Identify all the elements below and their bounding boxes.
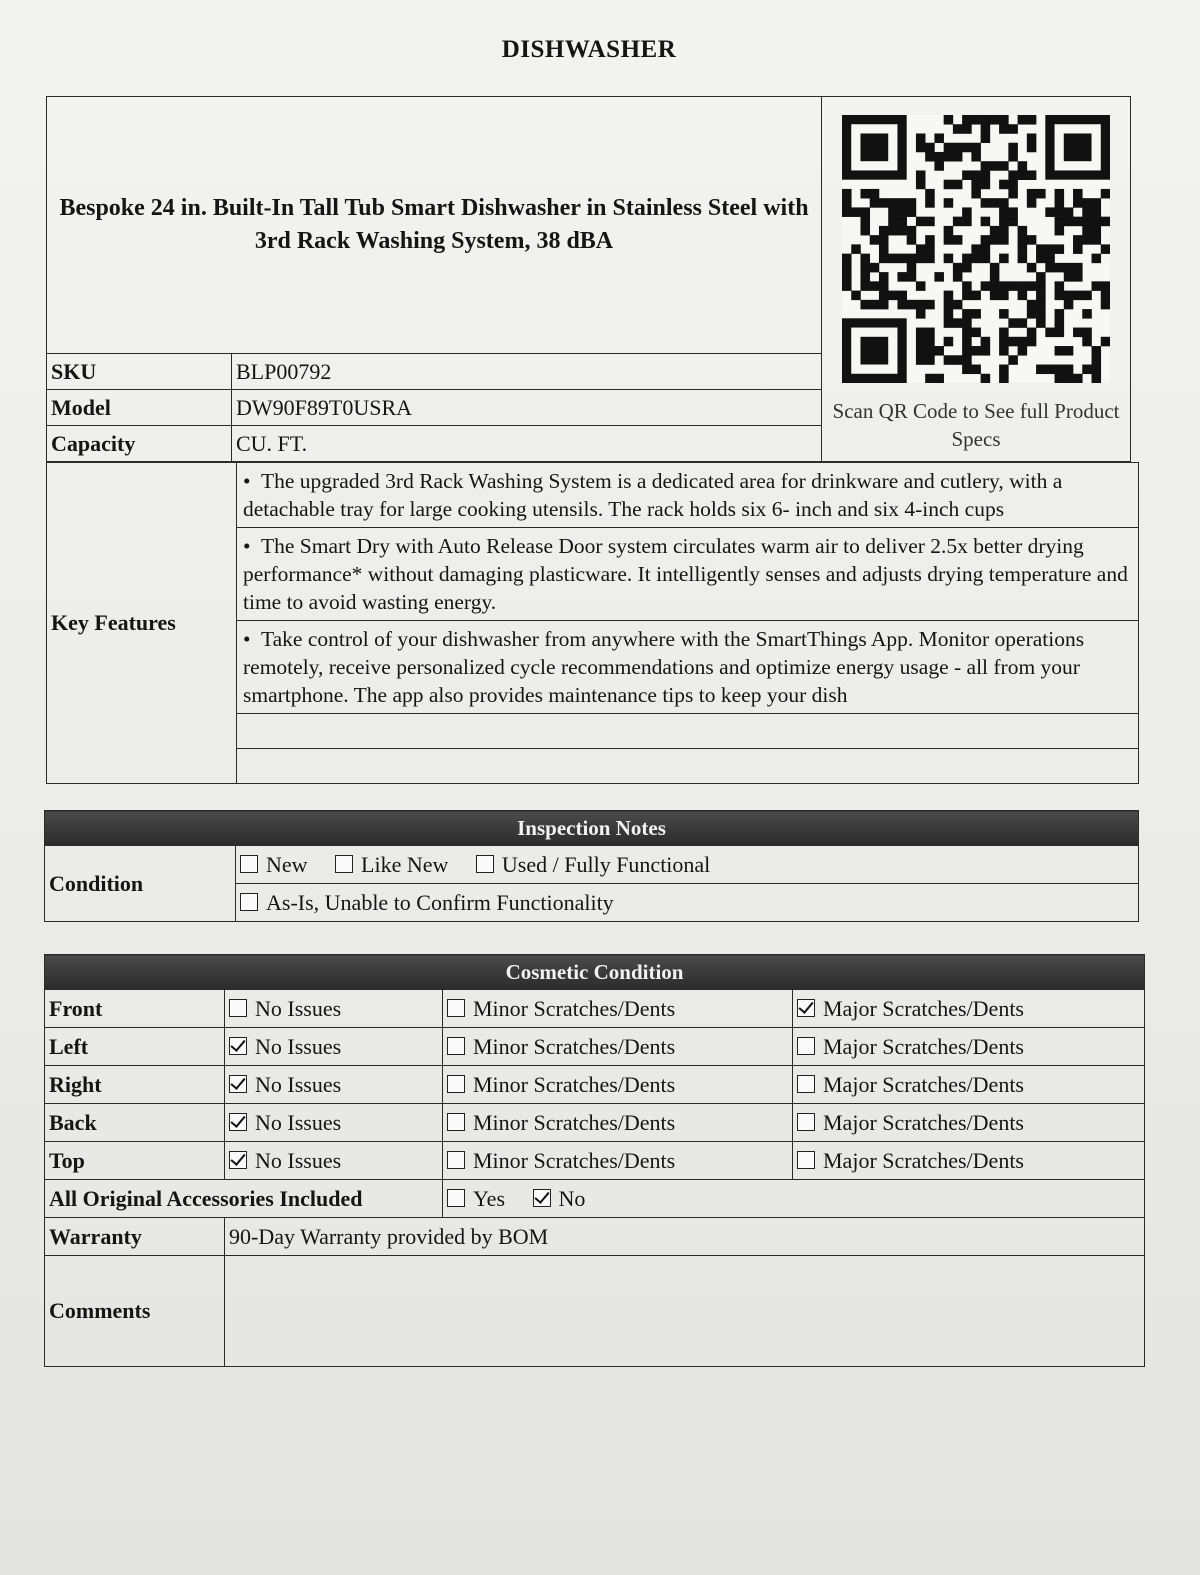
checkbox-icon[interactable] — [229, 999, 247, 1017]
comments-field[interactable] — [225, 1256, 1145, 1367]
cosmetic-option-major: Major Scratches/Dents — [793, 990, 1145, 1028]
comments-label: Comments — [45, 1256, 225, 1367]
condition-option-like-new[interactable]: Like New — [335, 852, 448, 877]
checkbox-icon[interactable] — [447, 999, 465, 1017]
checkbox-icon[interactable] — [447, 1189, 465, 1207]
accessories-label: All Original Accessories Included — [45, 1180, 443, 1218]
cosmetic-option-no-issues: No Issues — [225, 1142, 443, 1180]
field-label: Model — [47, 390, 232, 426]
qr-code-image[interactable] — [842, 115, 1110, 383]
qr-caption: Scan QR Code to See full Product Specs — [832, 399, 1120, 451]
checkbox-icon[interactable] — [797, 1151, 815, 1169]
condition-options — [236, 884, 1139, 922]
accessories-options — [443, 1180, 1145, 1218]
accessories-yes-option[interactable]: Yes — [447, 1186, 505, 1211]
comments-row — [45, 1256, 1145, 1367]
feature-text: The upgraded 3rd Rack Washing System is a dedicated area for drinkware and cutlery, with a detachable tray for large cooking utensils. The rack holds six 6- inch and six 4-inch cups — [243, 469, 1063, 521]
cosmetic-option-major: Major Scratches/Dents — [793, 1104, 1145, 1142]
condition-option-as-is[interactable]: As-Is, Unable to Confirm Functionality — [240, 890, 614, 915]
checkbox-icon[interactable] — [335, 855, 353, 873]
inspection-notes-table — [44, 810, 1139, 922]
side-label: Right — [45, 1066, 225, 1104]
accessories-no-option[interactable]: No — [533, 1186, 586, 1211]
checkbox-icon[interactable] — [476, 855, 494, 873]
condition-option-new[interactable]: New — [240, 852, 308, 877]
warranty-value: 90-Day Warranty provided by BOM — [225, 1218, 1145, 1256]
cosmetic-option-minor: Minor Scratches/Dents — [443, 990, 793, 1028]
cosmetic-row-left — [45, 1028, 1145, 1066]
feature-text: Take control of your dishwasher from anywhere with the SmartThings App. Monitor operations remotely, receive personalized cycle recommendations and optimize energy usage - all from your smartphone. The app also provides maintenance tips to keep your dish — [243, 627, 1085, 707]
cosmetic-option-minor: Minor Scratches/Dents — [443, 1104, 793, 1142]
product-name: Bespoke 24 in. Built-In Tall Tub Smart Dishwasher in Stainless Steel with 3rd Rack Washing System, 38 dBA — [47, 97, 822, 354]
accessories-row — [45, 1180, 1145, 1218]
cosmetic-option-minor: Minor Scratches/Dents — [443, 1066, 793, 1104]
warranty-label: Warranty — [45, 1218, 225, 1256]
document-title: DISHWASHER — [501, 36, 677, 63]
field-value: DW90F89T0USRA — [232, 390, 822, 426]
feature-item — [237, 621, 1139, 714]
condition-option-used[interactable]: Used / Fully Functional — [476, 852, 710, 877]
product-info-table — [46, 96, 1131, 462]
condition-options — [236, 846, 1139, 884]
bullet-icon: • — [243, 627, 251, 651]
feature-item — [237, 463, 1139, 528]
cosmetic-option-major: Major Scratches/Dents — [793, 1142, 1145, 1180]
cosmetic-row-top — [45, 1142, 1145, 1180]
feature-blank-row[interactable] — [237, 714, 1139, 749]
checkbox-icon[interactable] — [229, 1113, 247, 1131]
bullet-icon: • — [243, 534, 251, 558]
feature-text: The Smart Dry with Auto Release Door system circulates warm air to deliver 2.5x better drying performance* without damaging plasticware. It intelligently senses and adjusts drying temperature and time to avoid wasting energy. — [243, 534, 1128, 614]
side-label: Top — [45, 1142, 225, 1180]
key-features-table — [46, 462, 1139, 784]
checkbox-icon[interactable] — [797, 1113, 815, 1131]
condition-label: Condition — [45, 846, 236, 922]
checkbox-icon[interactable] — [797, 1075, 815, 1093]
key-features-label: Key Features — [47, 463, 237, 784]
inspection-notes-header: Inspection Notes — [45, 811, 1139, 846]
field-label: Capacity — [47, 426, 232, 462]
cosmetic-option-no-issues: No Issues — [225, 1066, 443, 1104]
checkbox-icon[interactable] — [240, 893, 258, 911]
checkbox-icon[interactable] — [447, 1151, 465, 1169]
checkbox-icon[interactable] — [447, 1037, 465, 1055]
cosmetic-condition-table — [44, 954, 1145, 1367]
bullet-icon: • — [243, 469, 251, 493]
cosmetic-option-no-issues: No Issues — [225, 990, 443, 1028]
qr-code-cell — [822, 97, 1131, 462]
cosmetic-option-no-issues: No Issues — [225, 1104, 443, 1142]
cosmetic-row-back — [45, 1104, 1145, 1142]
field-value: CU. FT. — [232, 426, 822, 462]
side-label: Front — [45, 990, 225, 1028]
cosmetic-option-major: Major Scratches/Dents — [793, 1028, 1145, 1066]
checkbox-icon[interactable] — [797, 999, 815, 1017]
cosmetic-option-minor: Minor Scratches/Dents — [443, 1142, 793, 1180]
side-label: Back — [45, 1104, 225, 1142]
checkbox-icon[interactable] — [533, 1189, 551, 1207]
cosmetic-condition-header: Cosmetic Condition — [45, 955, 1145, 990]
checkbox-icon[interactable] — [229, 1075, 247, 1093]
cosmetic-option-major: Major Scratches/Dents — [793, 1066, 1145, 1104]
warranty-row — [45, 1218, 1145, 1256]
checkbox-icon[interactable] — [447, 1075, 465, 1093]
field-value: BLP00792 — [232, 354, 822, 390]
feature-item — [237, 528, 1139, 621]
cosmetic-option-minor: Minor Scratches/Dents — [443, 1028, 793, 1066]
cosmetic-row-right — [45, 1066, 1145, 1104]
feature-blank-row[interactable] — [237, 749, 1139, 784]
checkbox-icon[interactable] — [447, 1113, 465, 1131]
checkbox-icon[interactable] — [797, 1037, 815, 1055]
field-label: SKU — [47, 354, 232, 390]
cosmetic-option-no-issues: No Issues — [225, 1028, 443, 1066]
checkbox-icon[interactable] — [240, 855, 258, 873]
checkbox-icon[interactable] — [229, 1037, 247, 1055]
cosmetic-row-front — [45, 990, 1145, 1028]
side-label: Left — [45, 1028, 225, 1066]
checkbox-icon[interactable] — [229, 1151, 247, 1169]
